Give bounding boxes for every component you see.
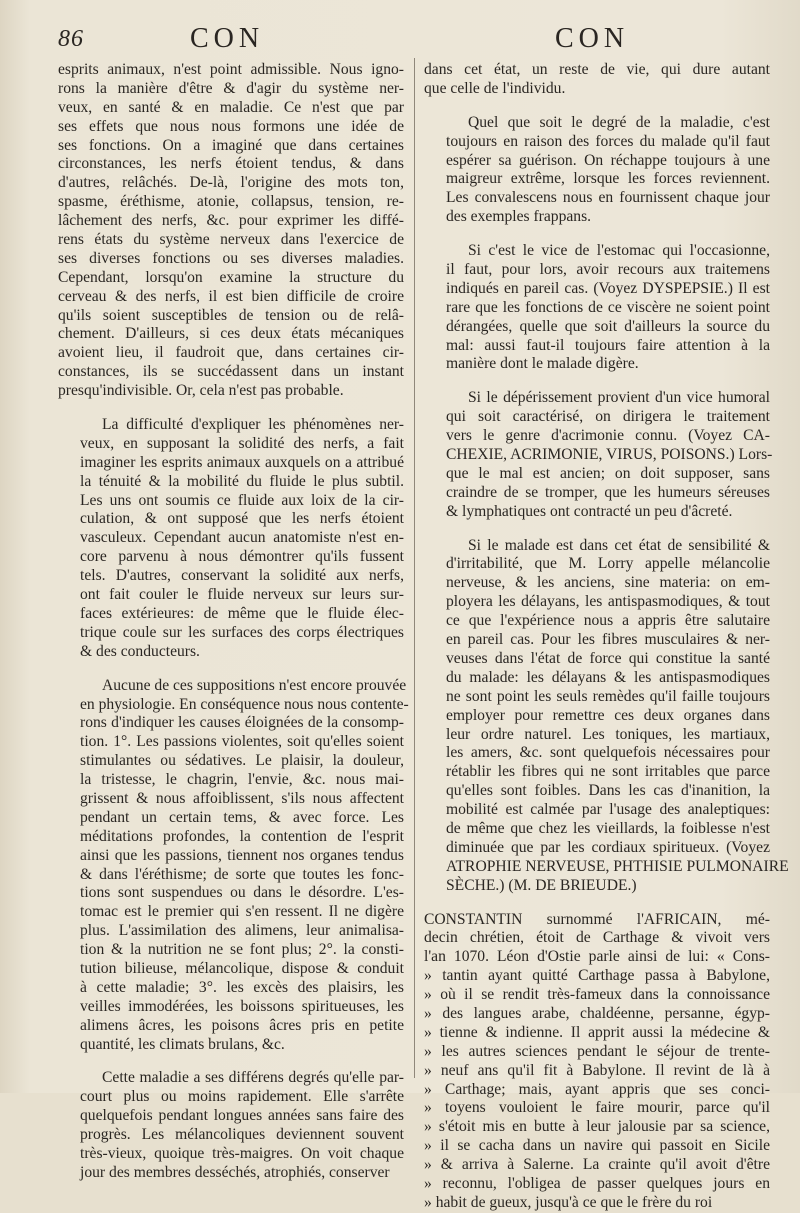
text-line: » reconnu, l'obligea de passer quelques jours en xyxy=(424,1174,770,1192)
text-line: tels. D'autres, conservant la solidité aux nerfs, xyxy=(80,567,404,585)
text-line: des exemples frappans. xyxy=(446,208,592,226)
text-line: dérangées, quelle que soit d'ailleurs la source du xyxy=(446,317,770,335)
text-line: stimulantes ou sédatives. Le plaisir, la douleur, xyxy=(80,752,404,770)
text-line: très-vieux, quoique très-maigres. On voit chaque xyxy=(80,1144,404,1162)
paragraph xyxy=(424,242,770,374)
text-line: d'autres, relâchés. De-là, l'origine des mots ton, xyxy=(58,174,404,192)
text-line: dans cet état, un reste de vie, qui dure autant xyxy=(424,61,770,78)
text-line: ses diverses fonctions ou ses diverses maladies. xyxy=(58,249,404,267)
text-line: vers le genre d'acrimonie connu. (Voyez CA- xyxy=(446,427,770,445)
text-line: ses effets que nous nous formons une idée de xyxy=(58,117,404,135)
text-line: indiqués en pareil cas. (Voyez DYSPEPSIE.) Il est xyxy=(446,279,770,297)
text-line: chement. D'ailleurs, si ces deux états mécaniques xyxy=(58,325,404,343)
text-line: à cette maladie; 3°. les excès des plaisirs, les xyxy=(80,978,404,996)
text-line: alimens âcres, les poisons âcres pris en petite xyxy=(80,1016,404,1034)
text-line: que le mal est ancien; on doit supposer, sans xyxy=(446,464,770,482)
text-line: rens états du système nerveux dans l'exercice de xyxy=(58,231,404,249)
text-line: quelquefois pendant longues années sans faire des xyxy=(80,1107,404,1125)
text-line: » des langues arabe, chaldéenne, persanne, égyp- xyxy=(424,1004,770,1022)
text-line: & des conducteurs. xyxy=(80,642,200,660)
text-line: rons d'indiquer les causes éloignées de la consomp- xyxy=(80,714,404,732)
paragraph xyxy=(58,676,409,1055)
text-line: » il se cacha dans un navire qui passoit en Sicile xyxy=(424,1137,770,1155)
text-line: » & arriva à Salerne. La crainte qu'il avoit d'être xyxy=(424,1156,770,1174)
running-head-left: CON xyxy=(190,23,265,54)
text-line: qu'elles sont foibles. Dans les cas d'inanition, la xyxy=(446,782,770,800)
text-line: constances, ils se succédassent dans un instant xyxy=(58,363,404,381)
text-line: » habit de gueux, jusqu'à ce que le frère du roi xyxy=(424,1193,713,1211)
text-line: CONSTANTIN surnommé l'AFRICAIN, mé- xyxy=(424,910,770,928)
text-line: veux, en supposant la solidité des nerfs, a fait xyxy=(80,434,404,452)
text-line: » où il se rendit très-fameux dans la connoissance xyxy=(424,986,770,1004)
text-line: progrès. Les mélancoliques deviennent souvent xyxy=(80,1126,404,1144)
page-number: 86 xyxy=(58,26,84,52)
text-line: » neuf ans qu'il fit à Babylone. Il revint de là à xyxy=(424,1061,770,1079)
text-line: » tantin ayant quitté Carthage passa à Babylone, xyxy=(424,967,770,985)
text-line: decin chrétien, étoit de Carthage & vivoit vers xyxy=(424,929,770,947)
text-line: la ténuité & la mobilité du fluide le plus subtil. xyxy=(80,472,404,490)
text-line: tomac est le premier qui s'en ressent. Il ne digère xyxy=(80,903,404,921)
text-line: trique coule sur les surfaces des corps électriques xyxy=(80,623,404,641)
text-line: ont fait couler le fluide nerveux sur leurs sur- xyxy=(80,586,404,604)
text-line: CHEXIE, ACRIMONIE, VIRUS, POISONS.) Lors- xyxy=(446,446,773,464)
text-line: spasme, éréthisme, atonie, collapsus, tension, re- xyxy=(58,193,404,211)
text-line: mobilité est calmée par l'usage des analeptiques: xyxy=(446,801,770,819)
text-line: ce que l'expérience nous a appris être salutaire xyxy=(446,612,770,630)
text-line: Les uns ont soumis ce fluide aux loix de la cir- xyxy=(80,491,404,509)
text-line: que celle de l'individu. xyxy=(424,79,566,97)
text-line: SÈCHE.) (M. DE BRIEUDE.) xyxy=(446,876,637,894)
text-line: méditations profondes, la contention de l'esprit xyxy=(80,827,404,845)
paragraph xyxy=(424,536,789,896)
text-line: tion. 1°. Les passions violentes, soit qu'elles soient xyxy=(80,733,404,751)
text-line: veuses dans l'état de force qui constitue la santé xyxy=(446,649,770,667)
text-line: imaginer les esprits animaux auxquels on a attribué xyxy=(80,453,404,471)
text-line: les amers, &c. sont quelquefois nécessaires pour xyxy=(446,744,770,762)
text-line: jour des membres desséchés, atrophiés, conserver xyxy=(80,1163,390,1181)
text-line: ATROPHIE NERVEUSE, PHTHISIE PULMONAIRE xyxy=(446,857,789,875)
paragraph xyxy=(424,61,770,99)
text-line: en pareil cas. Pour les fibres musculaires & ner- xyxy=(446,631,770,649)
text-line: du malade: les délayans & les antispasmodiques xyxy=(446,668,770,686)
text-line: toujours en raison des forces du malade qu'il faut xyxy=(446,132,770,150)
text-line: » s'étoit mis en butte à leur jalousie par sa science, xyxy=(424,1118,770,1136)
text-line: » les autres sciences pendant le séjour de trente- xyxy=(424,1042,770,1060)
text-line: vasculeux. Cependant aucun anatomiste n'est en- xyxy=(80,529,404,547)
text-line: craindre de se tromper, que les humeurs séreuses xyxy=(446,483,770,501)
text-line: veux, en santé & en maladie. Ce n'est que par xyxy=(58,98,404,116)
text-line: plus. L'assimilation des alimens, leur animalisa- xyxy=(80,922,404,940)
paragraph xyxy=(424,911,770,1213)
text-line: tions sont suspendues ou dans le désordre. L'es- xyxy=(80,884,404,902)
text-line: d'irritabilité, que M. Lorry appelle mélancolie xyxy=(446,555,770,573)
text-line: ne sont point les seuls remèdes qu'il faille toujours xyxy=(446,687,770,705)
text-line: presqu'indivisible. Or, cela n'est pas probable. xyxy=(58,382,344,400)
running-head-right: CON xyxy=(555,23,630,54)
text-line: mal: aussi faut-il toujours faire attention à la xyxy=(446,336,770,354)
text-line: Cette maladie a ses différens degrés qu'elle par- xyxy=(102,1069,404,1087)
text-line: diminuée que par les cordiaux spiritueux. (Voyez xyxy=(446,838,770,856)
column-divider xyxy=(414,58,415,1078)
paragraph xyxy=(424,389,773,521)
text-line: lâchement des nerfs, &c. pour exprimer les diffé- xyxy=(58,212,404,230)
text-line: qui soit caractérisé, on dirigera le traitement xyxy=(446,408,770,426)
left-column xyxy=(58,61,409,1183)
text-line: rare que les fonctions de ce viscère ne soient point xyxy=(446,298,770,316)
text-line: core parvenu à nous démontrer qu'ils fussent xyxy=(80,548,404,566)
text-line: manière dont le malade digère. xyxy=(446,355,639,373)
page-header xyxy=(0,22,800,58)
text-line: grissent & nous affoiblissent, s'ils nous affectent xyxy=(80,789,404,807)
text-line: cerveau & des nerfs, il est bien difficile de croire xyxy=(58,287,404,305)
paragraph xyxy=(58,1069,404,1182)
text-line: circonstances, les nerfs étoient tendus, & dans xyxy=(58,155,404,173)
text-line: & dans l'éréthisme; de sorte que toutes les fonc- xyxy=(80,865,404,883)
text-line: employer pour remettre ces deux organes dans xyxy=(446,706,770,724)
paragraph xyxy=(58,61,404,401)
text-line: quantité, les climats brulans, &c. xyxy=(80,1035,285,1053)
text-line: nerveuse, & les anciens, sine materia: on em- xyxy=(446,574,770,592)
text-line: La difficulté d'expliquer les phénomènes ner- xyxy=(102,416,404,434)
text-line: en physiologie. En conséquence nous nous contente- xyxy=(80,695,409,713)
text-line: court plus ou moins rapidement. Elle s'arrête xyxy=(80,1088,404,1106)
text-line: & lymphatiques ont contracté un peu d'âcreté. xyxy=(446,502,733,520)
text-line: ainsi que les passions, tiennent nos organes tendus xyxy=(80,846,404,864)
text-line: rons la manière d'être & d'agir du système ner- xyxy=(58,79,404,97)
text-line: leur ordre naturel. Les toniques, les martiaux, xyxy=(446,725,770,743)
text-line: Aucune de ces suppositions n'est encore prouvée xyxy=(102,676,407,694)
text-line: veilles immodérées, les boissons spiritueuses, les xyxy=(80,997,404,1015)
text-line: maigreur extrême, lorsque les forces reviennent. xyxy=(446,170,770,188)
text-line: » Carthage; mais, ayant appris que ses conci- xyxy=(424,1080,770,1098)
text-line: faces extérieures: de même que le fluide élec- xyxy=(80,604,404,622)
text-line: l'an 1070. Léon d'Ostie parle ainsi de lui: « Cons- xyxy=(424,948,770,966)
text-line: rétablir les fibres qui ne sont irritables que parce xyxy=(446,763,770,781)
paragraph xyxy=(58,416,404,662)
text-line: espérer sa guérison. On réchappe toujours à une xyxy=(446,151,770,169)
text-line: tion & la nutrition ne se font plus; 2°. la consti- xyxy=(80,941,404,959)
text-line: ployera les délayans, les antispasmodiques, & tout xyxy=(446,593,770,611)
text-line: qu'ils soient susceptibles de tension ou de relâ- xyxy=(58,306,404,324)
text-line: il faut, pour lors, avoir recours aux traitemens xyxy=(446,261,770,279)
text-line: pendant un certain tems, & avec force. Les xyxy=(80,808,404,826)
text-line: Les convalescens nous en fournissent chaque jour xyxy=(446,189,770,207)
text-line: de même que chez les vieillards, la foiblesse n'est xyxy=(446,819,770,837)
text-line: avoient lieu, il faudroit que, dans certaines cir- xyxy=(58,344,404,362)
text-line: » toyens vouloient le faire mourir, parce qu'il xyxy=(424,1099,770,1117)
text-line: la tristesse, le chagrin, l'envie, &c. nous mai- xyxy=(80,771,404,789)
text-line: ses fonctions. On a imaginé que dans certaines xyxy=(58,136,404,154)
text-line: Cependant, lorsqu'on examine la structure du xyxy=(58,268,404,286)
text-line: tution bilieuse, mélancolique, dispose & conduit xyxy=(80,959,404,977)
right-column xyxy=(424,61,789,1213)
text-line: Si c'est le vice de l'estomac qui l'occasionne, xyxy=(468,242,770,260)
paragraph xyxy=(424,114,770,227)
text-line: » tienne & indienne. Il apprit aussi la médecine & xyxy=(424,1023,770,1041)
text-line: culation, & ont supposé que les nerfs étoient xyxy=(80,510,404,528)
text-line: Quel que soit le degré de la maladie, c'est xyxy=(468,113,770,131)
text-line: esprits animaux, n'est point admissible. Nous igno- xyxy=(58,61,404,78)
text-line: Si le malade est dans cet état de sensibilité & xyxy=(468,536,770,554)
text-line: Si le dépérissement provient d'un vice humoral xyxy=(468,389,770,407)
